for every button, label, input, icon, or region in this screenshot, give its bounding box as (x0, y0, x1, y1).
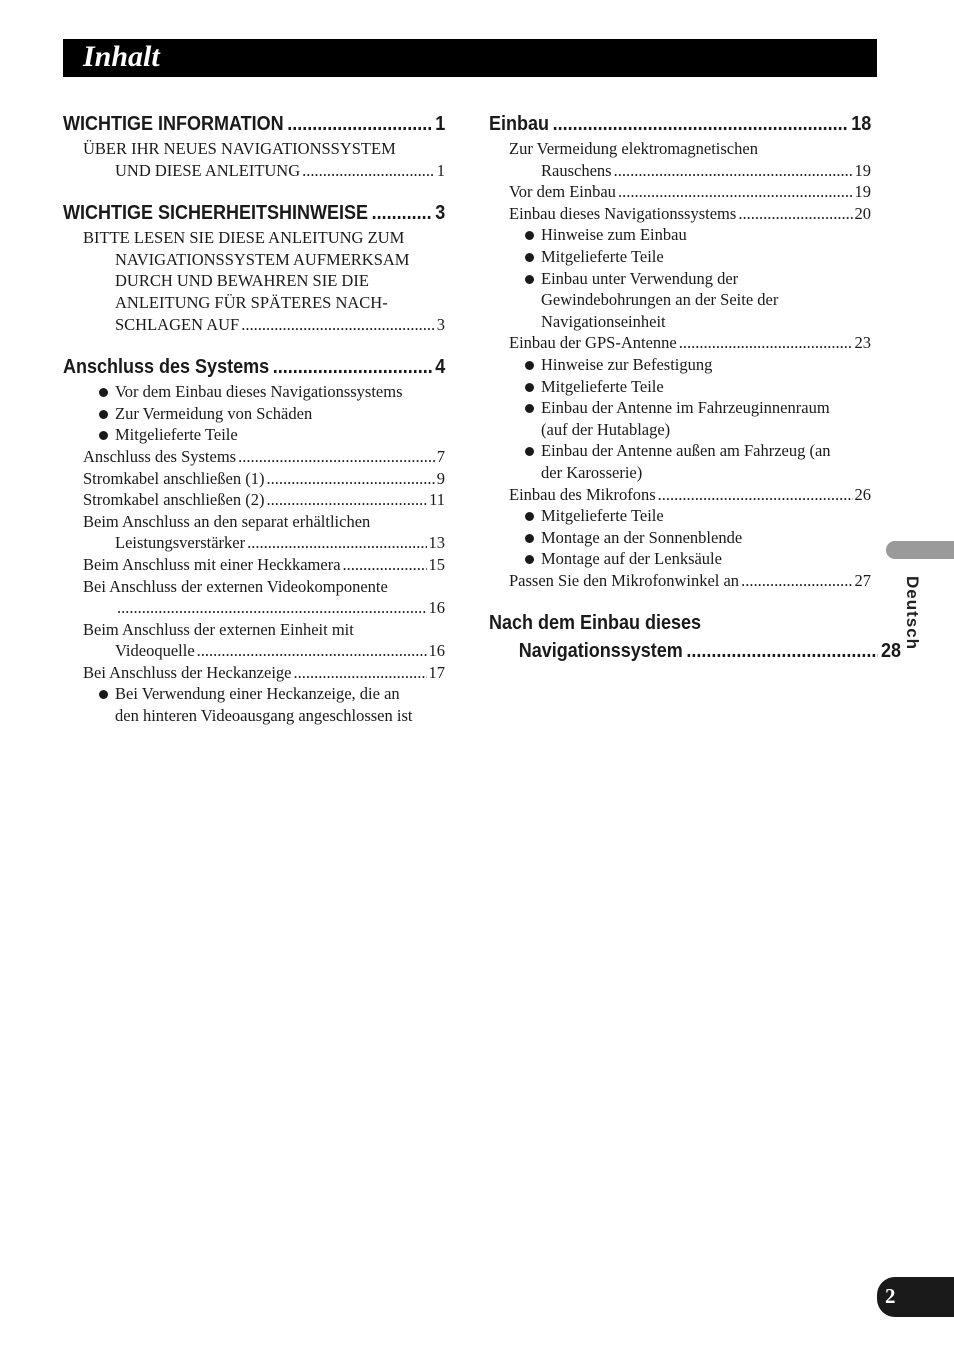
toc-bullet-item[interactable] (489, 548, 871, 570)
page-title: Inhalt (83, 40, 160, 73)
entry-text: Zur Vermeidung von Schäden (115, 403, 313, 423)
leader-dots (658, 484, 853, 506)
entry-page: 19 (854, 160, 871, 180)
section-page: 4 (435, 356, 446, 379)
entry-text: ANLEITUNG FÜR SPÄTERES NACH- (115, 292, 388, 312)
entry-text: BITTE LESEN SIE DIESE ANLEITUNG ZUM (83, 228, 405, 248)
entry-text: (auf der Hutablage) (541, 419, 671, 439)
entry-page: 26 (854, 484, 871, 504)
leader-dots (117, 597, 427, 619)
toc-entry[interactable] (63, 227, 445, 335)
title-bar (63, 39, 877, 77)
toc-section[interactable] (489, 609, 902, 665)
entry-page: 9 (436, 468, 445, 488)
toc-left-column (63, 110, 445, 727)
toc-section[interactable] (489, 110, 871, 138)
toc-bullet-item[interactable] (489, 397, 871, 440)
leader-dots (287, 110, 431, 138)
toc-bullet-item[interactable] (489, 527, 871, 549)
language-tab (886, 541, 954, 559)
section-title: Anschluss des Systems (63, 356, 270, 379)
entry-text: NAVIGATIONSSYSTEM AUFMERKSAM (115, 249, 410, 269)
entry-text: Bei Anschluss der externen Videokomponente (83, 576, 388, 596)
entry-text: Einbau der Antenne außen am Fahrzeug (an (541, 441, 831, 461)
entry-page: 27 (854, 570, 871, 590)
entry-text: Einbau der GPS-Antenne (509, 333, 677, 353)
entry-page: 13 (428, 533, 445, 553)
toc-bullet-item[interactable] (489, 505, 871, 527)
entry-text: SCHLAGEN AUF (115, 314, 240, 334)
toc-entry[interactable] (63, 446, 445, 468)
toc-entry[interactable] (63, 619, 445, 662)
entry-page: 16 (428, 598, 445, 618)
toc-bullet-item[interactable] (489, 354, 871, 376)
toc-section[interactable] (63, 199, 445, 227)
entry-text: der Karosserie) (541, 462, 643, 482)
entry-text: Mitgelieferte Teile (115, 425, 238, 445)
leader-dots (238, 446, 435, 468)
entry-text: Beim Anschluss der externen Einheit mit (83, 619, 354, 639)
entry-text: Hinweise zur Befestigung (541, 354, 713, 374)
entry-text: Vor dem Einbau (509, 182, 616, 202)
leader-dots (266, 468, 434, 490)
leader-dots (293, 662, 426, 684)
toc-bullet-item[interactable] (63, 403, 445, 425)
toc-entry[interactable] (489, 332, 871, 354)
toc-entry[interactable] (63, 489, 445, 511)
entry-text: Leistungsverstärker (115, 533, 246, 553)
toc-entry[interactable] (489, 570, 871, 592)
toc-bullet-item[interactable] (63, 424, 445, 446)
entry-text: Einbau unter Verwendung der (541, 268, 739, 288)
leader-dots (553, 110, 848, 138)
entry-page: 11 (429, 490, 445, 510)
toc-bullet-item[interactable] (489, 224, 871, 246)
entry-text: Beim Anschluss mit einer Heckkamera (83, 554, 341, 574)
leader-dots (197, 640, 427, 662)
toc-entry[interactable] (63, 554, 445, 576)
toc-entry[interactable] (489, 181, 871, 203)
entry-text: Einbau des Mikrofons (509, 484, 656, 504)
entry-text: DURCH UND BEWAHREN SIE DIE (115, 271, 369, 291)
leader-dots (302, 160, 435, 182)
leader-dots (273, 353, 432, 381)
toc-section[interactable] (63, 110, 445, 138)
language-label: Deutsch (903, 576, 922, 651)
entry-text: ÜBER IHR NEUES NAVIGATIONSSYSTEM (83, 139, 396, 158)
page-number: 2 (885, 1284, 896, 1308)
entry-text: Navigationseinheit (541, 311, 666, 331)
entry-page: 17 (428, 662, 445, 682)
page-number-tab (877, 1277, 954, 1317)
leader-dots (247, 532, 426, 554)
entry-text: Stromkabel anschließen (2) (83, 490, 265, 510)
entry-text: Stromkabel anschließen (1) (83, 468, 265, 488)
entry-text: Einbau der Antenne im Fahrzeuginnenraum (541, 398, 830, 418)
entry-page: 15 (428, 554, 445, 574)
entry-text: Rauschens (541, 160, 612, 180)
leader-dots (738, 203, 852, 225)
toc-entry[interactable] (63, 576, 445, 619)
leader-dots (372, 199, 432, 227)
entry-page: 20 (854, 203, 871, 223)
entry-text: Mitgelieferte Teile (541, 506, 664, 526)
toc-bullet-item[interactable] (63, 683, 445, 726)
toc-section[interactable] (63, 353, 445, 381)
toc-entry[interactable] (63, 511, 445, 554)
toc-bullet-item[interactable] (489, 376, 871, 398)
entry-text: UND DIESE ANLEITUNG (115, 160, 301, 180)
section-page: 1 (435, 113, 446, 135)
leader-dots (241, 314, 435, 336)
entry-text: Videoquelle (115, 641, 195, 661)
entry-text: Passen Sie den Mikrofonwinkel an (509, 570, 740, 590)
toc-entry[interactable] (489, 203, 871, 225)
entry-text: Beim Anschluss an den separat erhältlichen (83, 511, 371, 531)
entry-page: 1 (436, 160, 445, 180)
entry-text: Hinweise zum Einbau (541, 225, 687, 245)
entry-text: Mitgelieferte Teile (541, 246, 664, 266)
toc-bullet-item[interactable] (63, 381, 445, 403)
section-title: WICHTIGE INFORMATION (63, 113, 284, 135)
toc-entry[interactable] (63, 138, 445, 181)
leader-dots (343, 554, 427, 576)
entry-text: Anschluss des Systems (83, 446, 237, 466)
leader-dots (618, 181, 853, 203)
entry-page: 16 (428, 641, 445, 661)
entry-text: Bei Verwendung einer Heckanzeige, die an (115, 684, 400, 704)
section-title: Einbau (489, 113, 550, 135)
toc-entry[interactable] (63, 662, 445, 684)
entry-text: Gewindebohrungen an der Seite der (541, 290, 779, 310)
entry-text: Montage an der Sonnenblende (541, 527, 743, 547)
section-title: Nach dem Einbau dieses (489, 612, 702, 635)
entry-text: Vor dem Einbau dieses Navigationssystems (115, 382, 403, 402)
leader-dots (614, 160, 853, 182)
entry-page: 19 (854, 182, 871, 202)
leader-dots (679, 332, 853, 354)
entry-text: Bei Anschluss der Heckanzeige (83, 662, 292, 682)
toc-right-column (489, 110, 902, 665)
leader-dots (741, 570, 852, 592)
toc-entry[interactable] (63, 468, 445, 490)
entry-text: den hinteren Videoausgang angeschlossen ist (115, 706, 413, 726)
toc-entry[interactable] (489, 484, 871, 506)
toc-bullet-item[interactable] (489, 246, 871, 268)
entry-text: Einbau dieses Navigationssystems (509, 203, 737, 223)
section-title: WICHTIGE SICHERHEITSHINWEISE (63, 202, 369, 225)
section-page: 18 (851, 113, 872, 135)
entry-text: Mitgelieferte Teile (541, 376, 664, 396)
toc-entry[interactable] (489, 138, 871, 181)
entry-text: Zur Vermeidung elektromagnetischen (509, 139, 758, 158)
toc-bullet-item[interactable] (489, 268, 871, 333)
leader-dots (266, 489, 427, 511)
leader-dots (686, 637, 877, 665)
section-page: 3 (435, 202, 446, 225)
section-page: 28 (880, 640, 902, 663)
entry-text: Montage auf der Lenksäule (541, 549, 722, 569)
entry-page: 7 (436, 446, 445, 466)
entry-page: 23 (854, 333, 871, 353)
toc-bullet-item[interactable] (489, 440, 871, 483)
entry-page: 3 (436, 314, 445, 334)
section-title: Navigationssystem (518, 640, 683, 663)
